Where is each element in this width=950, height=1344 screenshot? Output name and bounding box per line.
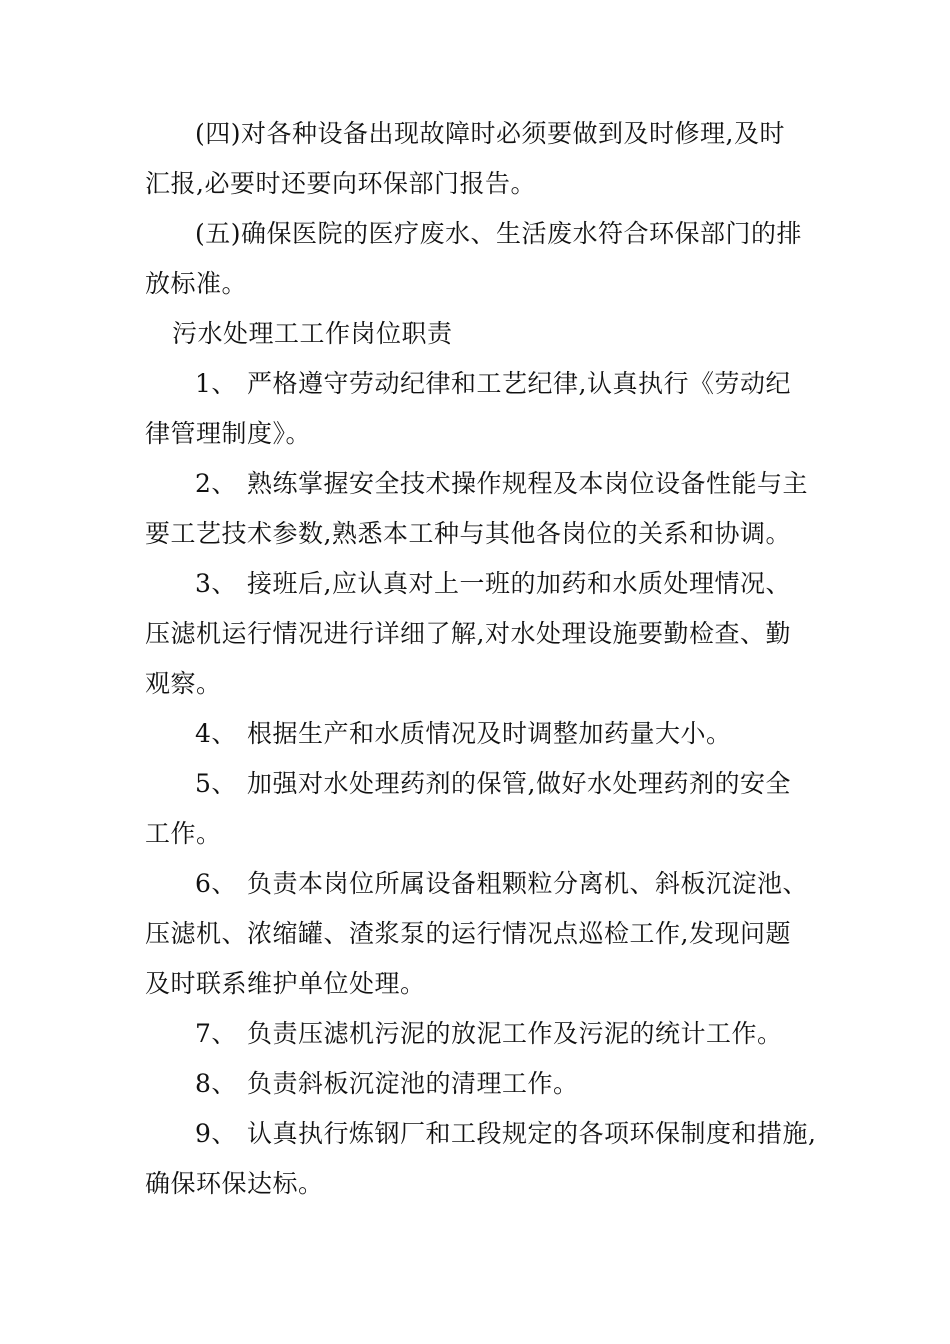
list-item-text: 负责本岗位所属设备粗颗粒分离机、斜板沉淀池、 (247, 869, 809, 898)
list-item-7-line-1 (195, 1017, 875, 1051)
list-item-3-line-3: 观察。 (145, 669, 222, 698)
list-item-text: 认真执行炼钢厂和工段规定的各项环保制度和措施, (247, 1119, 817, 1148)
list-item-text: 熟练掌握安全技术操作规程及本岗位设备性能与主 (247, 469, 809, 498)
list-item-number: 4、 (195, 719, 237, 748)
list-item-6-line-2: 压滤机、浓缩罐、渣浆泵的运行情况点巡检工作,发现问题 (145, 919, 791, 948)
list-item-number: 8、 (195, 1069, 237, 1098)
section-title: 污水处理工工作岗位职责 (172, 319, 453, 348)
list-item-text: 接班后,应认真对上一班的加药和水质处理情况、 (247, 569, 791, 598)
list-item-number: 5、 (195, 769, 237, 798)
list-item-number: 7、 (195, 1019, 237, 1048)
list-item-text: 根据生产和水质情况及时调整加药量大小。 (247, 719, 732, 748)
list-item-number: 6、 (195, 869, 237, 898)
list-item-number: 3、 (195, 569, 237, 598)
list-item-6-line-3: 及时联系维护单位处理。 (145, 969, 426, 998)
list-item-2-line-1 (195, 467, 875, 501)
list-item-number: 1、 (195, 369, 237, 398)
paragraph-5-line-1: (五)确保医院的医疗废水、生活废水符合环保部门的排 (195, 219, 803, 248)
list-item-text: 负责斜板沉淀池的清理工作。 (247, 1069, 579, 1098)
list-item-1-line-2: 律管理制度》。 (145, 419, 312, 448)
list-item-1-line-1 (195, 367, 875, 401)
list-item-2-line-2: 要工艺技术参数,熟悉本工种与其他各岗位的关系和协调。 (145, 519, 791, 548)
list-item-text: 严格遵守劳动纪律和工艺纪律,认真执行《劳动纪 (247, 369, 791, 398)
list-item-number: 9、 (195, 1119, 237, 1148)
list-item-6-line-1 (195, 867, 875, 901)
list-item-3-line-1 (195, 567, 875, 601)
paragraph-4-line-1: (四)对各种设备出现故障时必须要做到及时修理,及时 (195, 119, 785, 148)
list-item-text: 加强对水处理药剂的保管,做好水处理药剂的安全 (247, 769, 791, 798)
list-item-8-line-1 (195, 1067, 875, 1101)
list-item-9-line-1 (195, 1117, 875, 1151)
list-item-3-line-2: 压滤机运行情况进行详细了解,对水处理设施要勤检查、勤 (145, 619, 791, 648)
list-item-4-line-1 (195, 717, 875, 751)
list-item-5-line-2: 工作。 (145, 819, 222, 848)
paragraph-4-line-2: 汇报,必要时还要向环保部门报告。 (145, 169, 536, 198)
list-item-text: 负责压滤机污泥的放泥工作及污泥的统计工作。 (247, 1019, 783, 1048)
list-item-number: 2、 (195, 469, 237, 498)
list-item-5-line-1 (195, 767, 875, 801)
list-item-9-line-2: 确保环保达标。 (145, 1169, 324, 1198)
paragraph-5-line-2: 放标准。 (145, 269, 248, 298)
